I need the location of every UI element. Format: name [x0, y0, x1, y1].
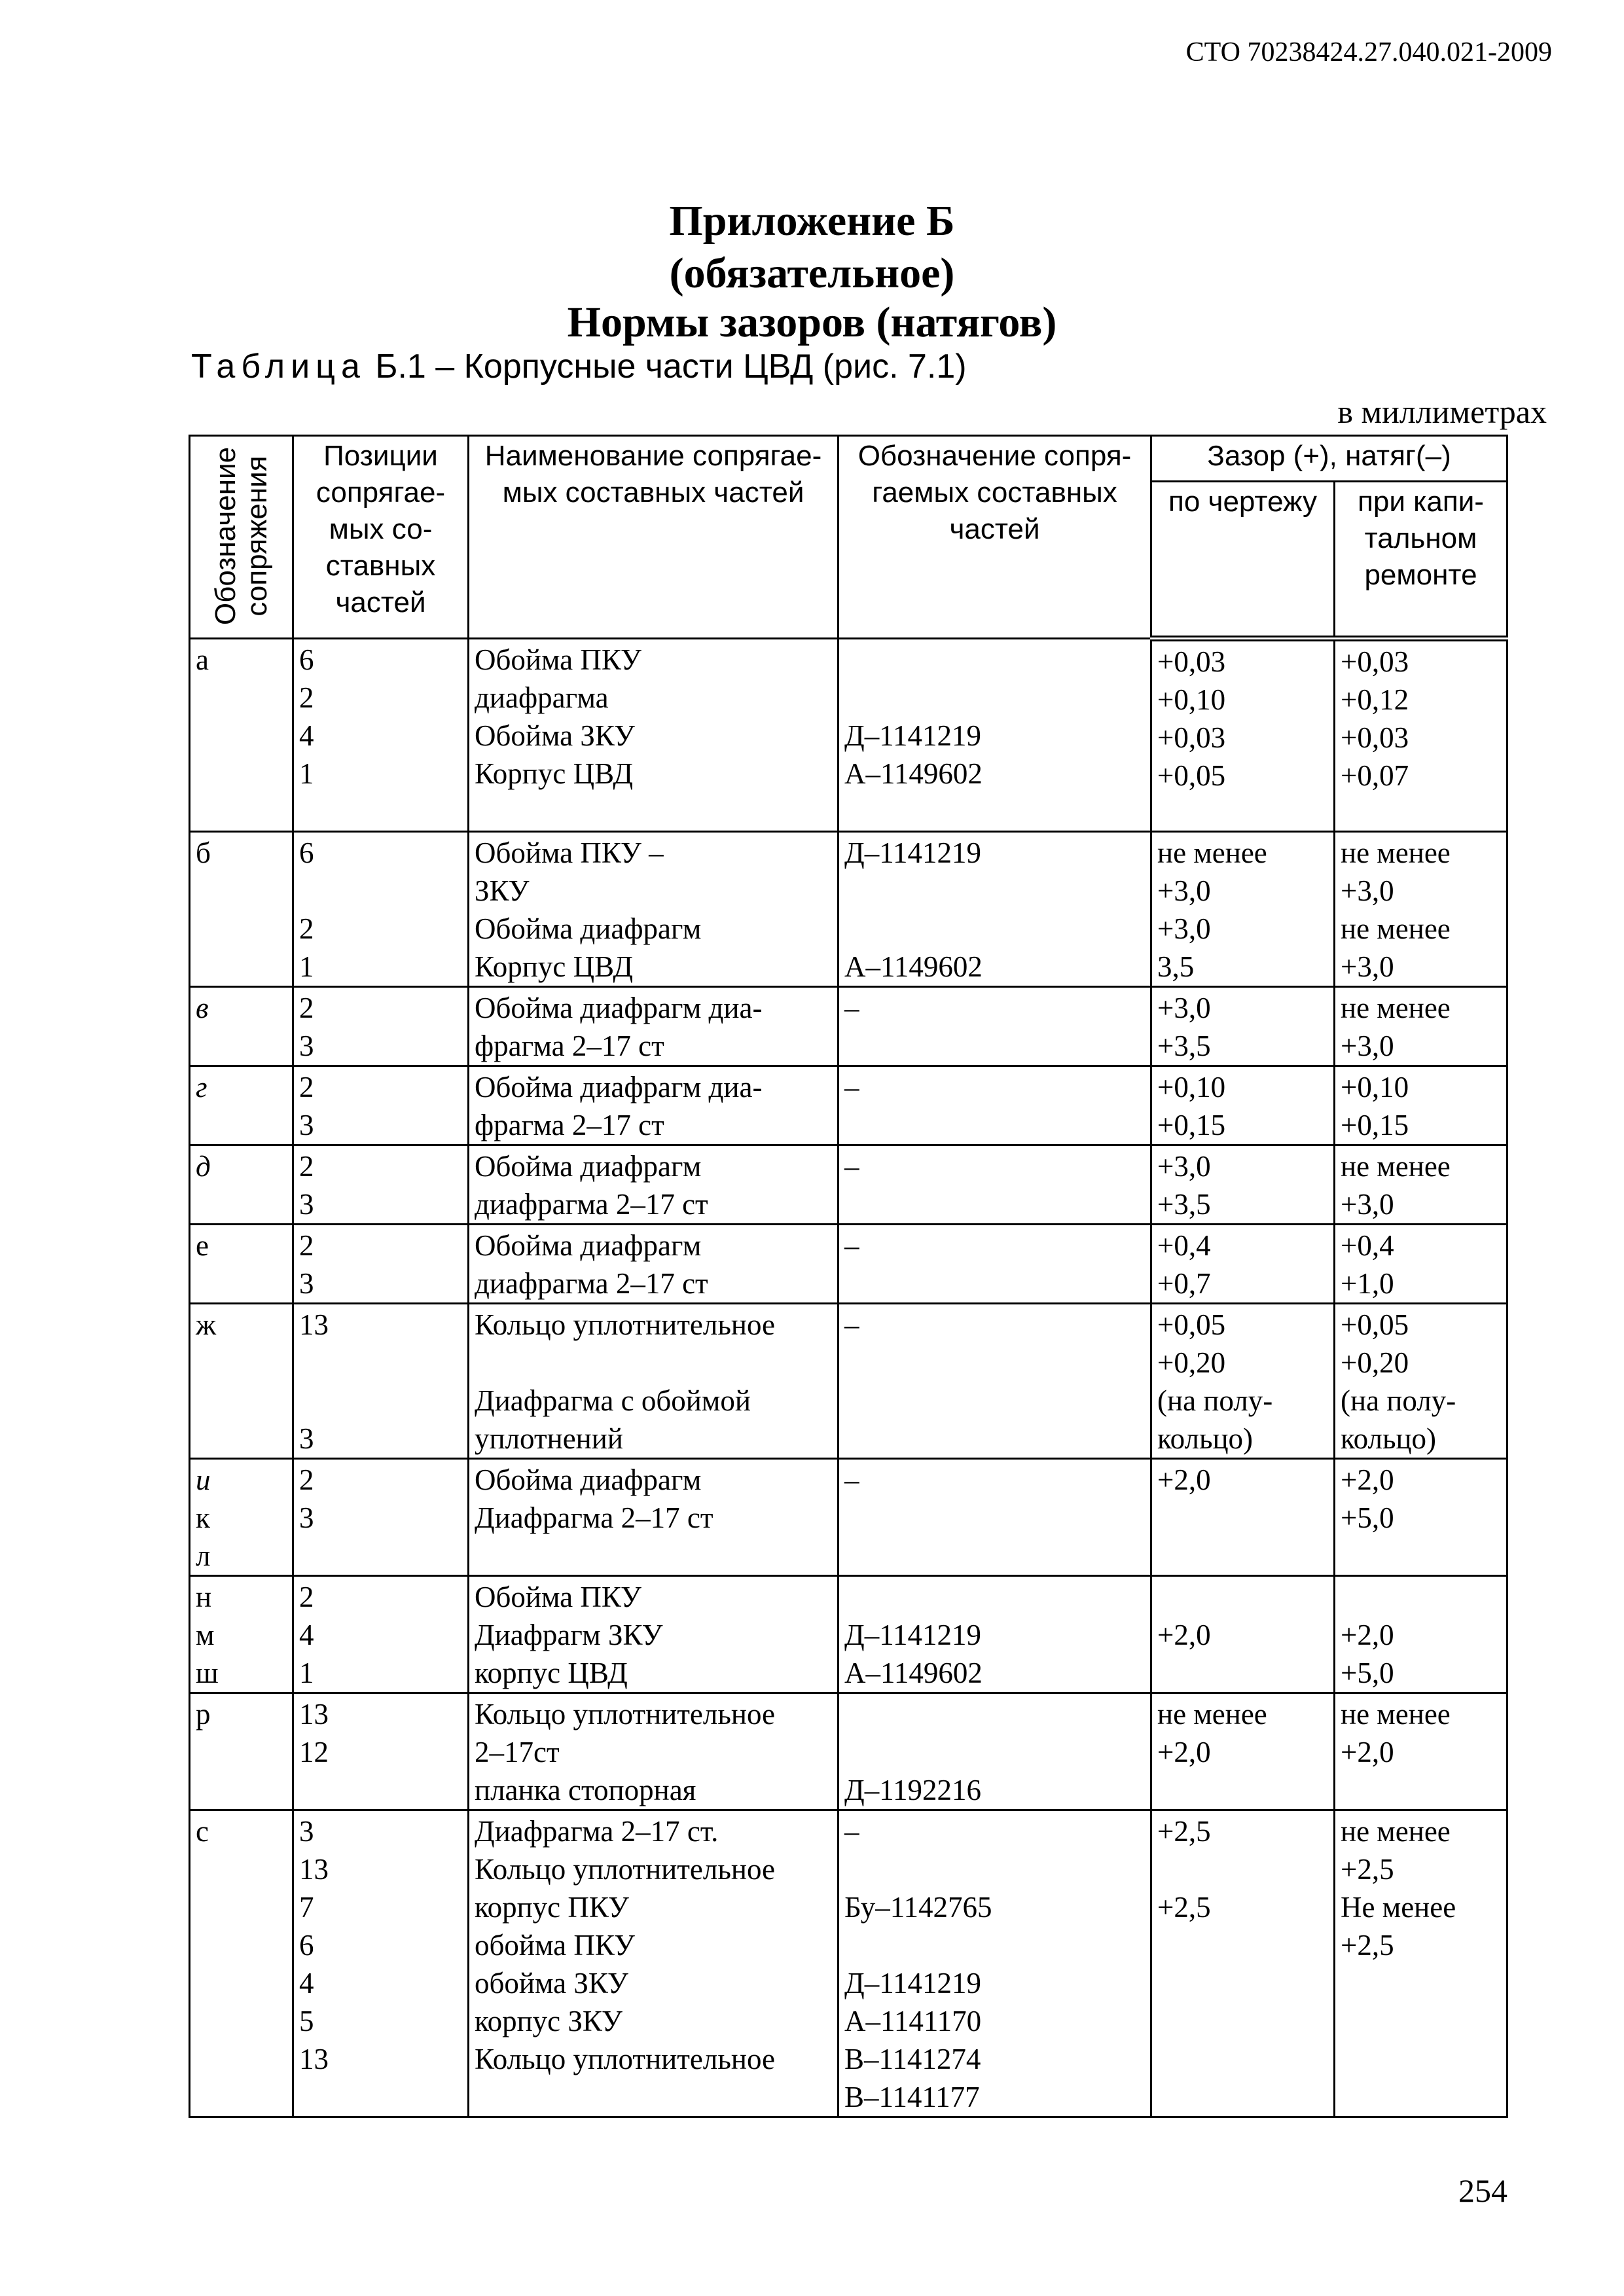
cell-line	[299, 872, 462, 910]
cell-part-designation	[839, 1693, 1151, 1810]
document-code: СТО 70238424.27.040.021-2009	[1185, 37, 1552, 67]
cell-line	[844, 910, 1145, 948]
cell-line: Д–1141219	[844, 719, 982, 752]
header-name: Наименование сопрягае-мых составных частей	[469, 436, 839, 639]
cell-positions	[293, 1693, 469, 1810]
cell-line: +3,0	[1157, 992, 1211, 1024]
cell-line: +0,4	[1341, 1229, 1394, 1262]
cell-name	[469, 1066, 839, 1145]
cell-designation	[190, 1693, 293, 1810]
cell-line: не менее	[1341, 992, 1451, 1024]
cell-by-drawing	[1151, 639, 1335, 832]
cell-line: 3	[299, 1030, 314, 1062]
cell-line: Обойма ПКУ	[475, 1581, 641, 1613]
cell-name	[469, 987, 839, 1066]
cell-line: Диафрагма 2–17 ст.	[475, 1815, 719, 1848]
cell-designation	[190, 832, 293, 987]
cell-line: не менее	[1341, 1698, 1451, 1731]
cell-line: б	[196, 836, 211, 869]
cell-line: +3,0	[1341, 874, 1394, 907]
cell-by-drawing	[1151, 832, 1335, 987]
cell-line: 1	[299, 757, 314, 790]
cell-line	[844, 1733, 1145, 1771]
header-gap-group: Зазор (+), натяг(–)	[1151, 436, 1507, 482]
cell-line: 12	[299, 1736, 329, 1768]
cell-line: +0,03	[1341, 721, 1409, 754]
cell-line: Обойма диафрагм	[475, 1150, 702, 1183]
cell-line: 1	[299, 950, 314, 983]
cell-line: Не менее	[1341, 1891, 1456, 1924]
cell-part-designation	[839, 1066, 1151, 1145]
cell-at-overhaul	[1335, 1145, 1507, 1225]
cell-name	[469, 639, 839, 832]
cell-part-designation	[839, 1576, 1151, 1693]
cell-line: +5,0	[1341, 1657, 1394, 1689]
cell-line: –	[844, 1229, 859, 1262]
appendix-subtitle: Нормы зазоров (натягов)	[567, 298, 1057, 346]
cell-line: (на полу-	[1341, 1384, 1456, 1417]
cell-line: +2,0	[1341, 1619, 1394, 1651]
cell-line: Кольцо уплотнительное	[475, 1698, 775, 1731]
cell-line: +0,05	[1157, 759, 1226, 792]
table-caption-label: Таблица	[191, 348, 366, 386]
cell-line: +2,5	[1341, 1929, 1394, 1962]
cell-line: 3,5	[1157, 950, 1195, 983]
cell-line: 4	[299, 719, 314, 752]
cell-line: +0,12	[1341, 683, 1409, 716]
cell-line: 2	[299, 1150, 314, 1183]
cell-line: Д–1141219	[844, 1619, 982, 1651]
table-row	[190, 1066, 1507, 1145]
cell-line: р	[196, 1698, 211, 1731]
cell-name	[469, 1145, 839, 1225]
cell-line: +2,0	[1157, 1619, 1211, 1651]
cell-line: –	[844, 1071, 859, 1103]
cell-line: А–1141170	[844, 2005, 982, 2037]
cell-line	[844, 1850, 1145, 1888]
cell-name	[469, 1225, 839, 1304]
cell-line	[844, 1578, 1145, 1616]
cell-line: +0,07	[1341, 759, 1409, 792]
cell-line: (на полу-	[1157, 1384, 1273, 1417]
cell-line: 2	[299, 992, 314, 1024]
cell-by-drawing	[1151, 987, 1335, 1066]
cell-line: диафрагма 2–17 ст	[475, 1267, 708, 1300]
cell-line: А–1149602	[844, 950, 983, 983]
cell-part-designation	[839, 832, 1151, 987]
cell-positions	[293, 1066, 469, 1145]
cell-part-designation	[839, 1459, 1151, 1576]
cell-designation	[190, 1225, 293, 1304]
cell-line: +2,5	[1341, 1853, 1394, 1886]
cell-line: +0,20	[1157, 1346, 1226, 1379]
header-at-overhaul: при капи-тальном ремонте	[1335, 482, 1507, 639]
cell-line: не менее	[1341, 836, 1451, 869]
cell-at-overhaul	[1335, 1066, 1507, 1145]
cell-designation	[190, 1810, 293, 2117]
cell-name	[469, 1810, 839, 2117]
cell-line: +0,15	[1157, 1109, 1226, 1141]
cell-line: кольцо)	[1157, 1422, 1254, 1455]
cell-line: 13	[299, 1308, 329, 1341]
cell-line: +0,10	[1157, 1071, 1226, 1103]
cell-line: а	[196, 643, 209, 676]
cell-line: ЗКУ	[475, 874, 530, 907]
cell-line: 2–17ст	[475, 1736, 560, 1768]
cell-line: +0,03	[1341, 645, 1409, 678]
table-row	[190, 1304, 1507, 1459]
cell-line: +0,10	[1157, 683, 1226, 716]
cell-at-overhaul	[1335, 832, 1507, 987]
cell-line: 1	[299, 1657, 314, 1689]
cell-line: +0,03	[1157, 721, 1226, 754]
cell-line: Обойма ЗКУ	[475, 719, 635, 752]
cell-line	[299, 1382, 462, 1420]
gaps-table	[189, 435, 1508, 2118]
cell-line: в	[196, 992, 209, 1024]
cell-name	[469, 1304, 839, 1459]
cell-line: 4	[299, 1619, 314, 1651]
cell-line: +3,0	[1157, 912, 1211, 945]
cell-line: +2,0	[1157, 1463, 1211, 1496]
cell-line: Кольцо уплотнительное	[475, 2043, 775, 2075]
cell-line: 6	[299, 836, 314, 869]
cell-by-drawing	[1151, 1459, 1335, 1576]
cell-line: +2,0	[1157, 1736, 1211, 1768]
cell-line	[1157, 1578, 1328, 1616]
cell-positions	[293, 1225, 469, 1304]
cell-line: +1,0	[1341, 1267, 1394, 1300]
cell-at-overhaul	[1335, 987, 1507, 1066]
cell-line: Диафрагм ЗКУ	[475, 1619, 663, 1651]
cell-line: Обойма ПКУ	[475, 643, 641, 676]
cell-line: и	[196, 1463, 211, 1496]
cell-line: 6	[299, 643, 314, 676]
cell-line: А–1149602	[844, 1657, 983, 1689]
cell-line: +0,05	[1341, 1308, 1409, 1341]
cell-line: диафрагма	[475, 681, 609, 714]
cell-name	[469, 1576, 839, 1693]
cell-line: 7	[299, 1891, 314, 1924]
cell-designation	[190, 639, 293, 832]
cell-line: корпус ЦВД	[475, 1657, 628, 1689]
cell-name	[469, 1693, 839, 1810]
cell-line: +0,4	[1157, 1229, 1211, 1262]
header-part-designation: Обозначение сопря-гаемых составных частей	[839, 436, 1151, 639]
cell-line: Диафрагма с обоймой	[475, 1384, 751, 1417]
units-note: в миллиметрах	[1337, 393, 1547, 430]
cell-line: Бу–1142765	[844, 1891, 992, 1924]
cell-by-drawing	[1151, 1576, 1335, 1693]
table-caption	[191, 347, 967, 386]
cell-line: не менее	[1341, 1150, 1451, 1183]
cell-designation	[190, 1459, 293, 1576]
cell-line: уплотнений	[475, 1422, 623, 1455]
cell-line: 13	[299, 1698, 329, 1731]
cell-line: Диафрагма 2–17 ст	[475, 1501, 713, 1534]
cell-line: фрагма 2–17 ст	[475, 1109, 664, 1141]
header-designation: Обозначение сопряжения	[190, 436, 293, 639]
appendix-title: Приложение Б	[669, 197, 955, 245]
cell-line: +0,10	[1341, 1071, 1409, 1103]
cell-line: л	[196, 1539, 211, 1572]
cell-line: не менее	[1157, 1698, 1267, 1731]
table-row	[190, 832, 1507, 987]
cell-line: 2	[299, 1229, 314, 1262]
cell-line: ш	[196, 1657, 219, 1689]
cell-line	[844, 1695, 1145, 1733]
table-body	[190, 639, 1507, 2117]
appendix-status: (обязательное)	[669, 249, 955, 297]
cell-by-drawing	[1151, 1693, 1335, 1810]
cell-name	[469, 1459, 839, 1576]
cell-line: +3,5	[1157, 1030, 1211, 1062]
cell-line: планка стопорная	[475, 1774, 696, 1806]
cell-line: –	[844, 1150, 859, 1183]
cell-designation	[190, 1576, 293, 1693]
cell-line: е	[196, 1229, 209, 1262]
cell-line: –	[844, 1815, 859, 1848]
cell-line: не менее	[1341, 1815, 1451, 1848]
cell-name	[469, 832, 839, 987]
cell-line: 2	[299, 1581, 314, 1613]
cell-line: +0,03	[1157, 645, 1226, 678]
cell-designation	[190, 1304, 293, 1459]
cell-line: +2,0	[1341, 1736, 1394, 1768]
cell-at-overhaul	[1335, 1693, 1507, 1810]
cell-line: диафрагма 2–17 ст	[475, 1188, 708, 1221]
cell-line: Обойма диафрагм диа-	[475, 1071, 763, 1103]
cell-at-overhaul	[1335, 1576, 1507, 1693]
cell-line: д	[196, 1150, 211, 1183]
table-row	[190, 639, 1507, 832]
cell-line	[1341, 1578, 1501, 1616]
cell-line: +3,0	[1341, 1188, 1394, 1221]
cell-line: +3,0	[1341, 950, 1394, 983]
table-row	[190, 1459, 1507, 1576]
cell-line: В–1141177	[844, 2081, 980, 2113]
cell-line: 3	[299, 1267, 314, 1300]
cell-line: Корпус ЦВД	[475, 757, 634, 790]
cell-line: корпус ЗКУ	[475, 2005, 623, 2037]
cell-line: 5	[299, 2005, 314, 2037]
page-number: 254	[1458, 2172, 1507, 2209]
cell-line: Корпус ЦВД	[475, 950, 634, 983]
cell-part-designation	[839, 1304, 1151, 1459]
cell-line: Обойма диафрагм диа-	[475, 992, 763, 1024]
cell-line: Д–1141219	[844, 836, 982, 869]
cell-line: обойма ПКУ	[475, 1929, 635, 1962]
cell-line	[844, 679, 1145, 717]
cell-line: обойма ЗКУ	[475, 1967, 628, 2000]
cell-by-drawing	[1151, 1225, 1335, 1304]
cell-line: не менее	[1157, 836, 1267, 869]
cell-line	[844, 872, 1145, 910]
cell-positions	[293, 1304, 469, 1459]
cell-line: 2	[299, 1071, 314, 1103]
cell-line: А–1149602	[844, 757, 983, 790]
cell-part-designation	[839, 1145, 1151, 1225]
cell-line: +5,0	[1341, 1501, 1394, 1534]
cell-line: +3,0	[1341, 1030, 1394, 1062]
cell-line	[299, 1344, 462, 1382]
table-row	[190, 1576, 1507, 1693]
cell-at-overhaul	[1335, 639, 1507, 832]
cell-line: Д–1141219	[844, 1967, 982, 2000]
cell-line: +3,0	[1157, 874, 1211, 907]
cell-line: +0,05	[1157, 1308, 1226, 1341]
cell-designation	[190, 1145, 293, 1225]
cell-designation	[190, 1066, 293, 1145]
header-positions: Позиции сопрягае-мых со-ставных частей	[293, 436, 469, 639]
cell-line: не менее	[1341, 912, 1451, 945]
cell-line: +0,15	[1341, 1109, 1409, 1141]
cell-line: –	[844, 1463, 859, 1496]
cell-line: г	[196, 1071, 208, 1103]
cell-at-overhaul	[1335, 1225, 1507, 1304]
cell-line: Кольцо уплотнительное	[475, 1308, 775, 1341]
cell-at-overhaul	[1335, 1459, 1507, 1576]
cell-line: Обойма ПКУ –	[475, 836, 664, 869]
cell-line: 3	[299, 1501, 314, 1534]
cell-line: +0,20	[1341, 1346, 1409, 1379]
table-row	[190, 987, 1507, 1066]
cell-line	[475, 1344, 832, 1382]
cell-line: н	[196, 1581, 212, 1613]
cell-line: Обойма диафрагм	[475, 1229, 702, 1262]
cell-line: 2	[299, 1463, 314, 1496]
cell-positions	[293, 1576, 469, 1693]
cell-line: м	[196, 1619, 215, 1651]
cell-line: +3,5	[1157, 1188, 1211, 1221]
cell-line: кольцо)	[1341, 1422, 1437, 1455]
cell-by-drawing	[1151, 1066, 1335, 1145]
cell-part-designation	[839, 1810, 1151, 2117]
table-row	[190, 1810, 1507, 2117]
cell-line: к	[196, 1501, 210, 1534]
header-by-drawing: по чертежу	[1151, 482, 1335, 639]
cell-positions	[293, 1145, 469, 1225]
cell-line: 2	[299, 681, 314, 714]
cell-line	[844, 641, 1145, 679]
cell-positions	[293, 639, 469, 832]
cell-line: Кольцо уплотнительное	[475, 1853, 775, 1886]
cell-line: Обойма диафрагм	[475, 912, 702, 945]
table-row	[190, 1145, 1507, 1225]
cell-line: –	[844, 1308, 859, 1341]
cell-designation	[190, 987, 293, 1066]
cell-line: 3	[299, 1188, 314, 1221]
table-row	[190, 1693, 1507, 1810]
cell-line: 3	[299, 1815, 314, 1848]
cell-positions	[293, 832, 469, 987]
cell-line: 4	[299, 1967, 314, 2000]
cell-line: корпус ПКУ	[475, 1891, 629, 1924]
cell-line: ж	[196, 1308, 217, 1341]
cell-line: Д–1192216	[844, 1774, 982, 1806]
cell-line: 3	[299, 1422, 314, 1455]
cell-at-overhaul	[1335, 1304, 1507, 1459]
cell-part-designation	[839, 1225, 1151, 1304]
cell-line	[1157, 1850, 1328, 1888]
cell-line: Обойма диафрагм	[475, 1463, 702, 1496]
cell-positions	[293, 1459, 469, 1576]
cell-part-designation	[839, 639, 1151, 832]
cell-line: 3	[299, 1109, 314, 1141]
table-caption-text: Б.1 – Корпусные части ЦВД (рис. 7.1)	[365, 348, 967, 386]
cell-line: +2,5	[1157, 1891, 1211, 1924]
cell-line: 2	[299, 912, 314, 945]
cell-line: 13	[299, 1853, 329, 1886]
cell-line	[844, 1926, 1145, 1964]
cell-line: +0,7	[1157, 1267, 1211, 1300]
cell-by-drawing	[1151, 1304, 1335, 1459]
cell-line: 13	[299, 2043, 329, 2075]
table-row	[190, 1225, 1507, 1304]
cell-at-overhaul	[1335, 1810, 1507, 2117]
cell-line: В–1141274	[844, 2043, 981, 2075]
cell-line: 6	[299, 1929, 314, 1962]
cell-positions	[293, 1810, 469, 2117]
cell-by-drawing	[1151, 1810, 1335, 2117]
cell-by-drawing	[1151, 1145, 1335, 1225]
cell-line: +2,5	[1157, 1815, 1211, 1848]
cell-part-designation	[839, 987, 1151, 1066]
cell-line: +3,0	[1157, 1150, 1211, 1183]
cell-line: –	[844, 992, 859, 1024]
cell-line: +2,0	[1341, 1463, 1394, 1496]
cell-line: с	[196, 1815, 209, 1848]
cell-line: фрагма 2–17 ст	[475, 1030, 664, 1062]
cell-positions	[293, 987, 469, 1066]
